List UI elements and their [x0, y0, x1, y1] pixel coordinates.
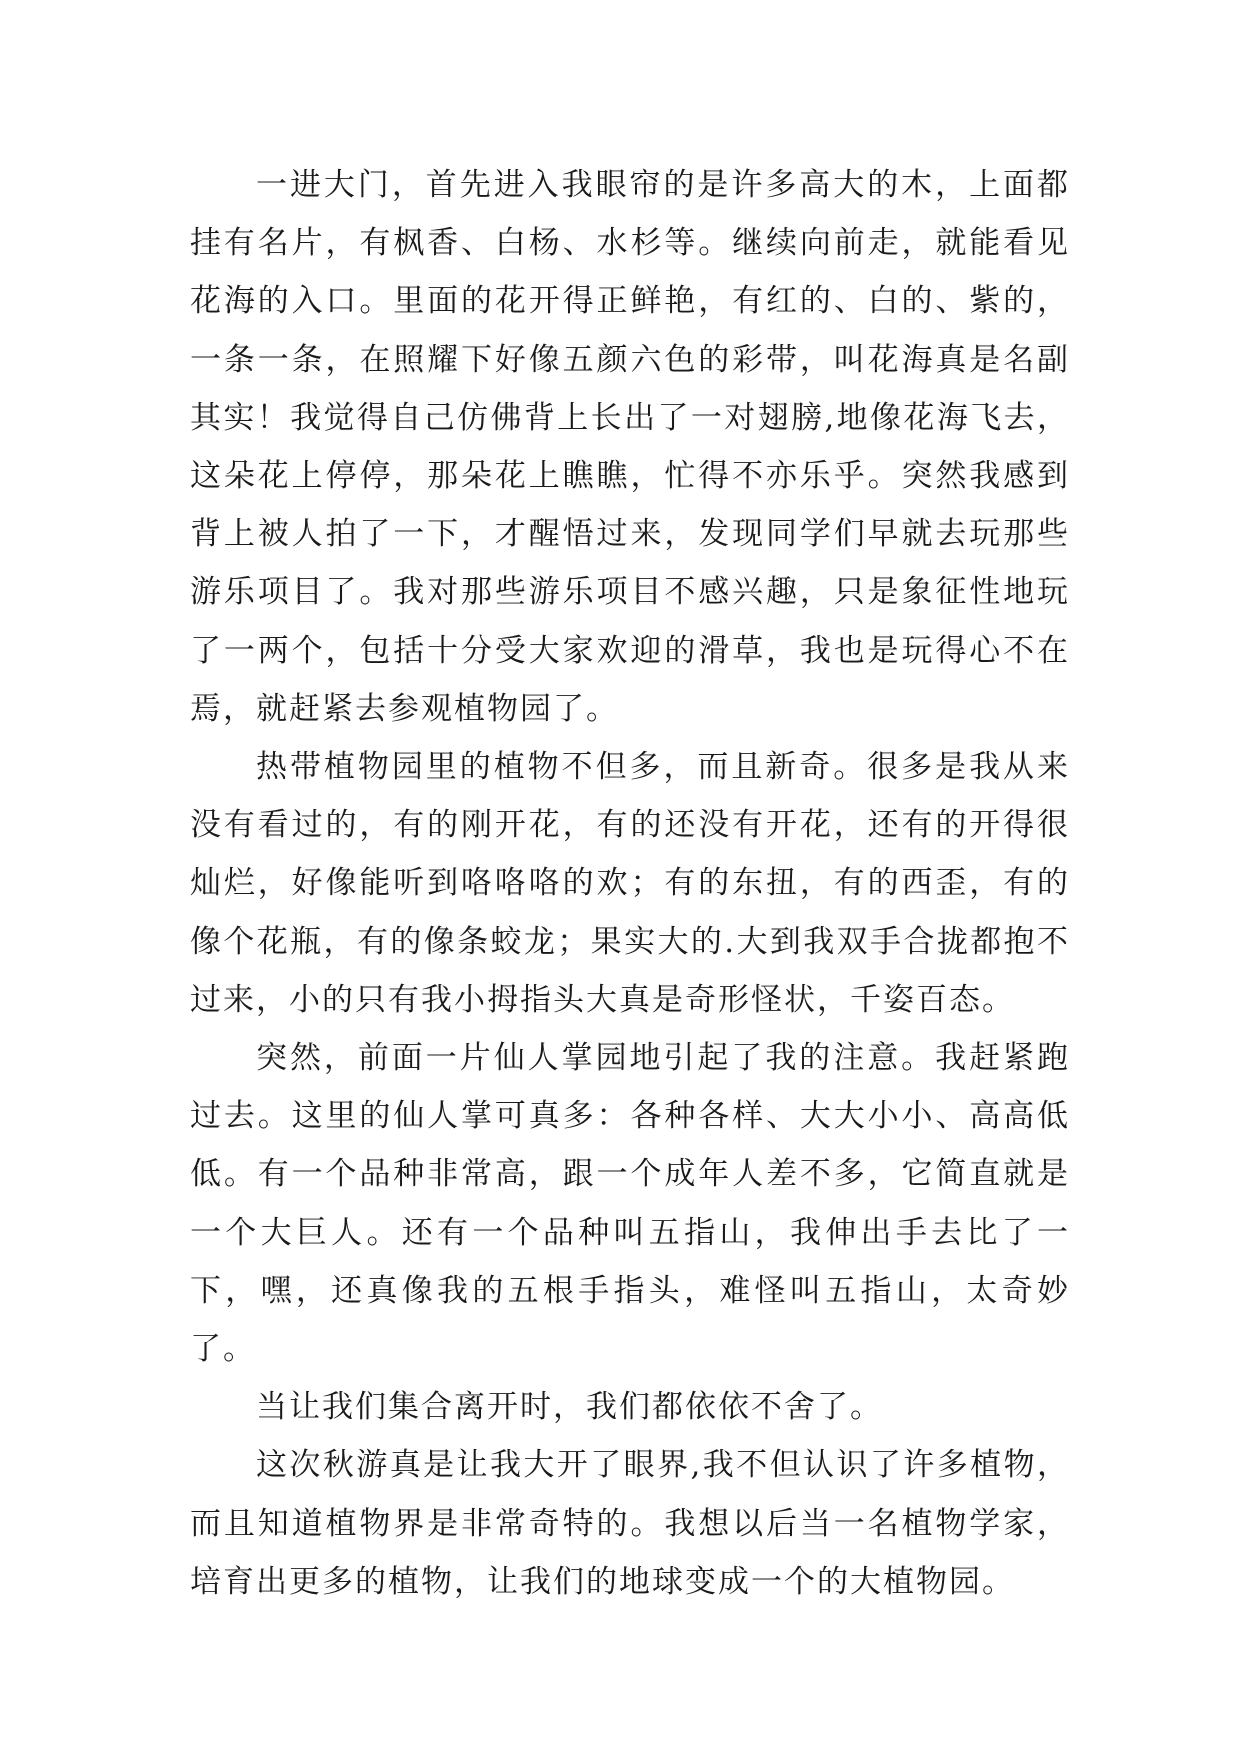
paragraph-1: 一进大门，首先进入我眼帘的是许多高大的木，上面都挂有名片，有枫香、白杨、水杉等。继续向前走，就能看见花海的入口。里面的花开得正鲜艳，有红的、白的、紫的，一条一条，在照耀下好像五颜六色的彩带，叫花海真是名副其实！我觉得自己仿佛背上长出了一对翅膀,地像花海飞去，这朵花上停停，那朵花上瞧瞧，忙得不亦乐乎。突然我感到背上被人拍了一下，才醒悟过来，发现同学们早就去玩那些游乐项目了。我对那些游乐项目不感兴趣，只是象征性地玩了一两个，包括十分受大家欢迎的滑草，我也是玩得心不在焉，就赶紧去参观植物园了。	[190, 167, 1070, 727]
paragraph-2: 热带植物园里的植物不但多，而且新奇。很多是我从来没有看过的，有的刚开花，有的还没有开花，还有的开得很灿烂，好像能听到咯咯咯的欢；有的东扭，有的西歪，有的像个花瓶，有的像条蛟龙；果实大的.大到我双手合拢都抱不过来，小的只有我小拇指头大真是奇形怪状，千姿百态。	[190, 749, 1070, 1018]
essay-body	[190, 156, 1070, 1611]
paragraph-4: 当让我们集合离开时，我们都依依不舍了。	[256, 1389, 883, 1426]
paragraph-5: 这次秋游真是让我大开了眼界,我不但认识了许多植物，而且知道植物界是非常奇特的。我想以后当一名植物学家，培育出更多的植物，让我们的地球变成一个的大植物园。	[190, 1447, 1070, 1600]
paragraph-3: 突然，前面一片仙人掌园地引起了我的注意。我赶紧跑过去。这里的仙人掌可真多：各种各样、大大小小、高高低低。有一个品种非常高，跟一个成年人差不多，它简直就是一个大巨人。还有一个品种叫五指山，我伸出手去比了一下，嘿，还真像我的五根手指头，难怪叫五指山，太奇妙了。	[190, 1040, 1070, 1368]
